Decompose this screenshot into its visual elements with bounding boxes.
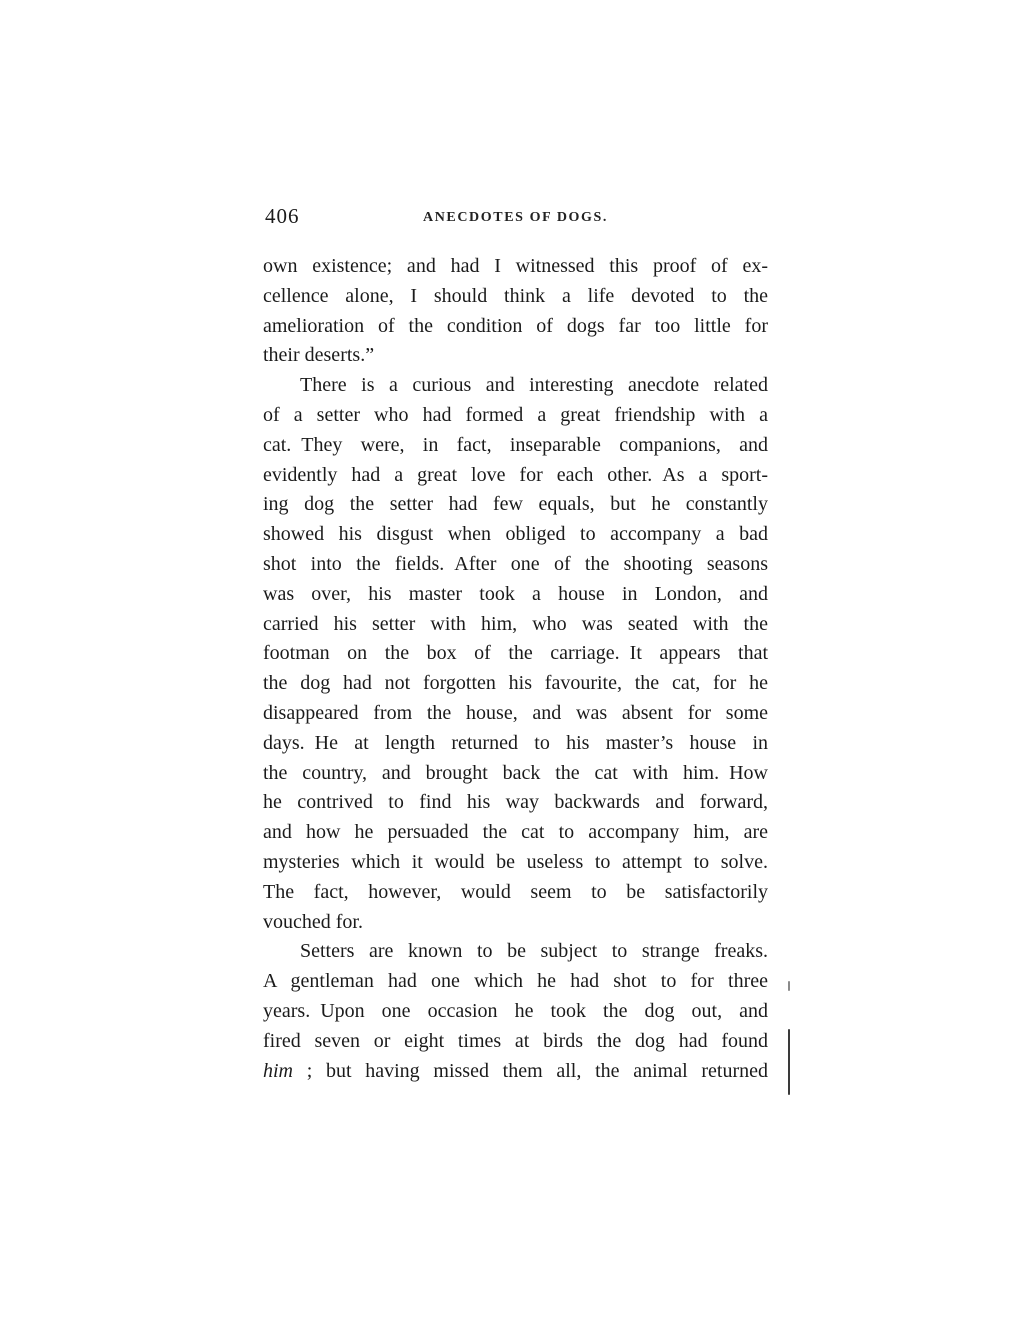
text-line: their deserts.” [263,344,375,367]
scan-artifact-line [788,1029,790,1095]
text-line: and how he persuaded the cat to accompany him, are [263,821,768,844]
text-line: was over, his master took a house in London, and [263,582,768,605]
text-line: showed his disgust when obliged to accompany a bad [263,523,768,546]
text-line: the country, and brought back the cat with him. How [263,761,768,784]
text-line: cellence alone, I should think a life devoted to the [263,284,768,307]
text-line: he contrived to find his way backwards and forward, [263,791,768,814]
text-line: carried his setter with him, who was seated with the [263,612,768,635]
page-number: 406 [265,204,300,228]
text-line: There is a curious and interesting anecdote related [300,374,768,397]
text-line: disappeared from the house, and was absent for some [263,701,768,724]
text-line: own existence; and had I witnessed this proof of ex- [263,255,768,277]
text-line: years. Upon one occasion he took the dog out, and [263,999,768,1022]
italic-word: him [263,1059,293,1082]
text-line: of a setter who had formed a great friendship with a [263,403,768,426]
text-line: mysteries which it would be useless to attempt to solve. [263,850,768,873]
text-line: The fact, however, would seem to be satisfactorily [263,880,768,903]
text-line: shot into the fields. After one of the shooting seasons [263,552,768,575]
text-line: Setters are known to be subject to strange freaks. [300,940,768,963]
text-line: amelioration of the condition of dogs far too little for [263,314,768,337]
text-line: vouched for. [263,910,363,933]
paragraph [263,371,768,937]
text-line: cat. They were, in fact, inseparable companions, and [263,433,768,456]
running-title: ANECDOTES OF DOGS. [422,210,609,225]
text-line: days. He at length returned to his master’s house in [263,731,768,754]
text-line: A gentleman had one which he had shot to for three [263,970,768,993]
paragraph [263,937,768,1086]
body-text [263,252,768,1086]
paragraph [263,252,768,371]
page-header [263,204,768,232]
text-line: the dog had not forgotten his favourite, the cat, for he [263,672,768,695]
text-line [263,1057,768,1087]
scan-artifact-mark [788,981,790,991]
text-run: ; but having missed them all, the animal returned [293,1059,768,1082]
text-line: ing dog the setter had few equals, but he constantly [263,493,768,516]
text-line: fired seven or eight times at birds the dog had found [263,1029,768,1052]
text-line: evidently had a great love for each other. As a sport- [263,463,768,486]
text-line: footman on the box of the carriage. It appears that [263,642,768,665]
